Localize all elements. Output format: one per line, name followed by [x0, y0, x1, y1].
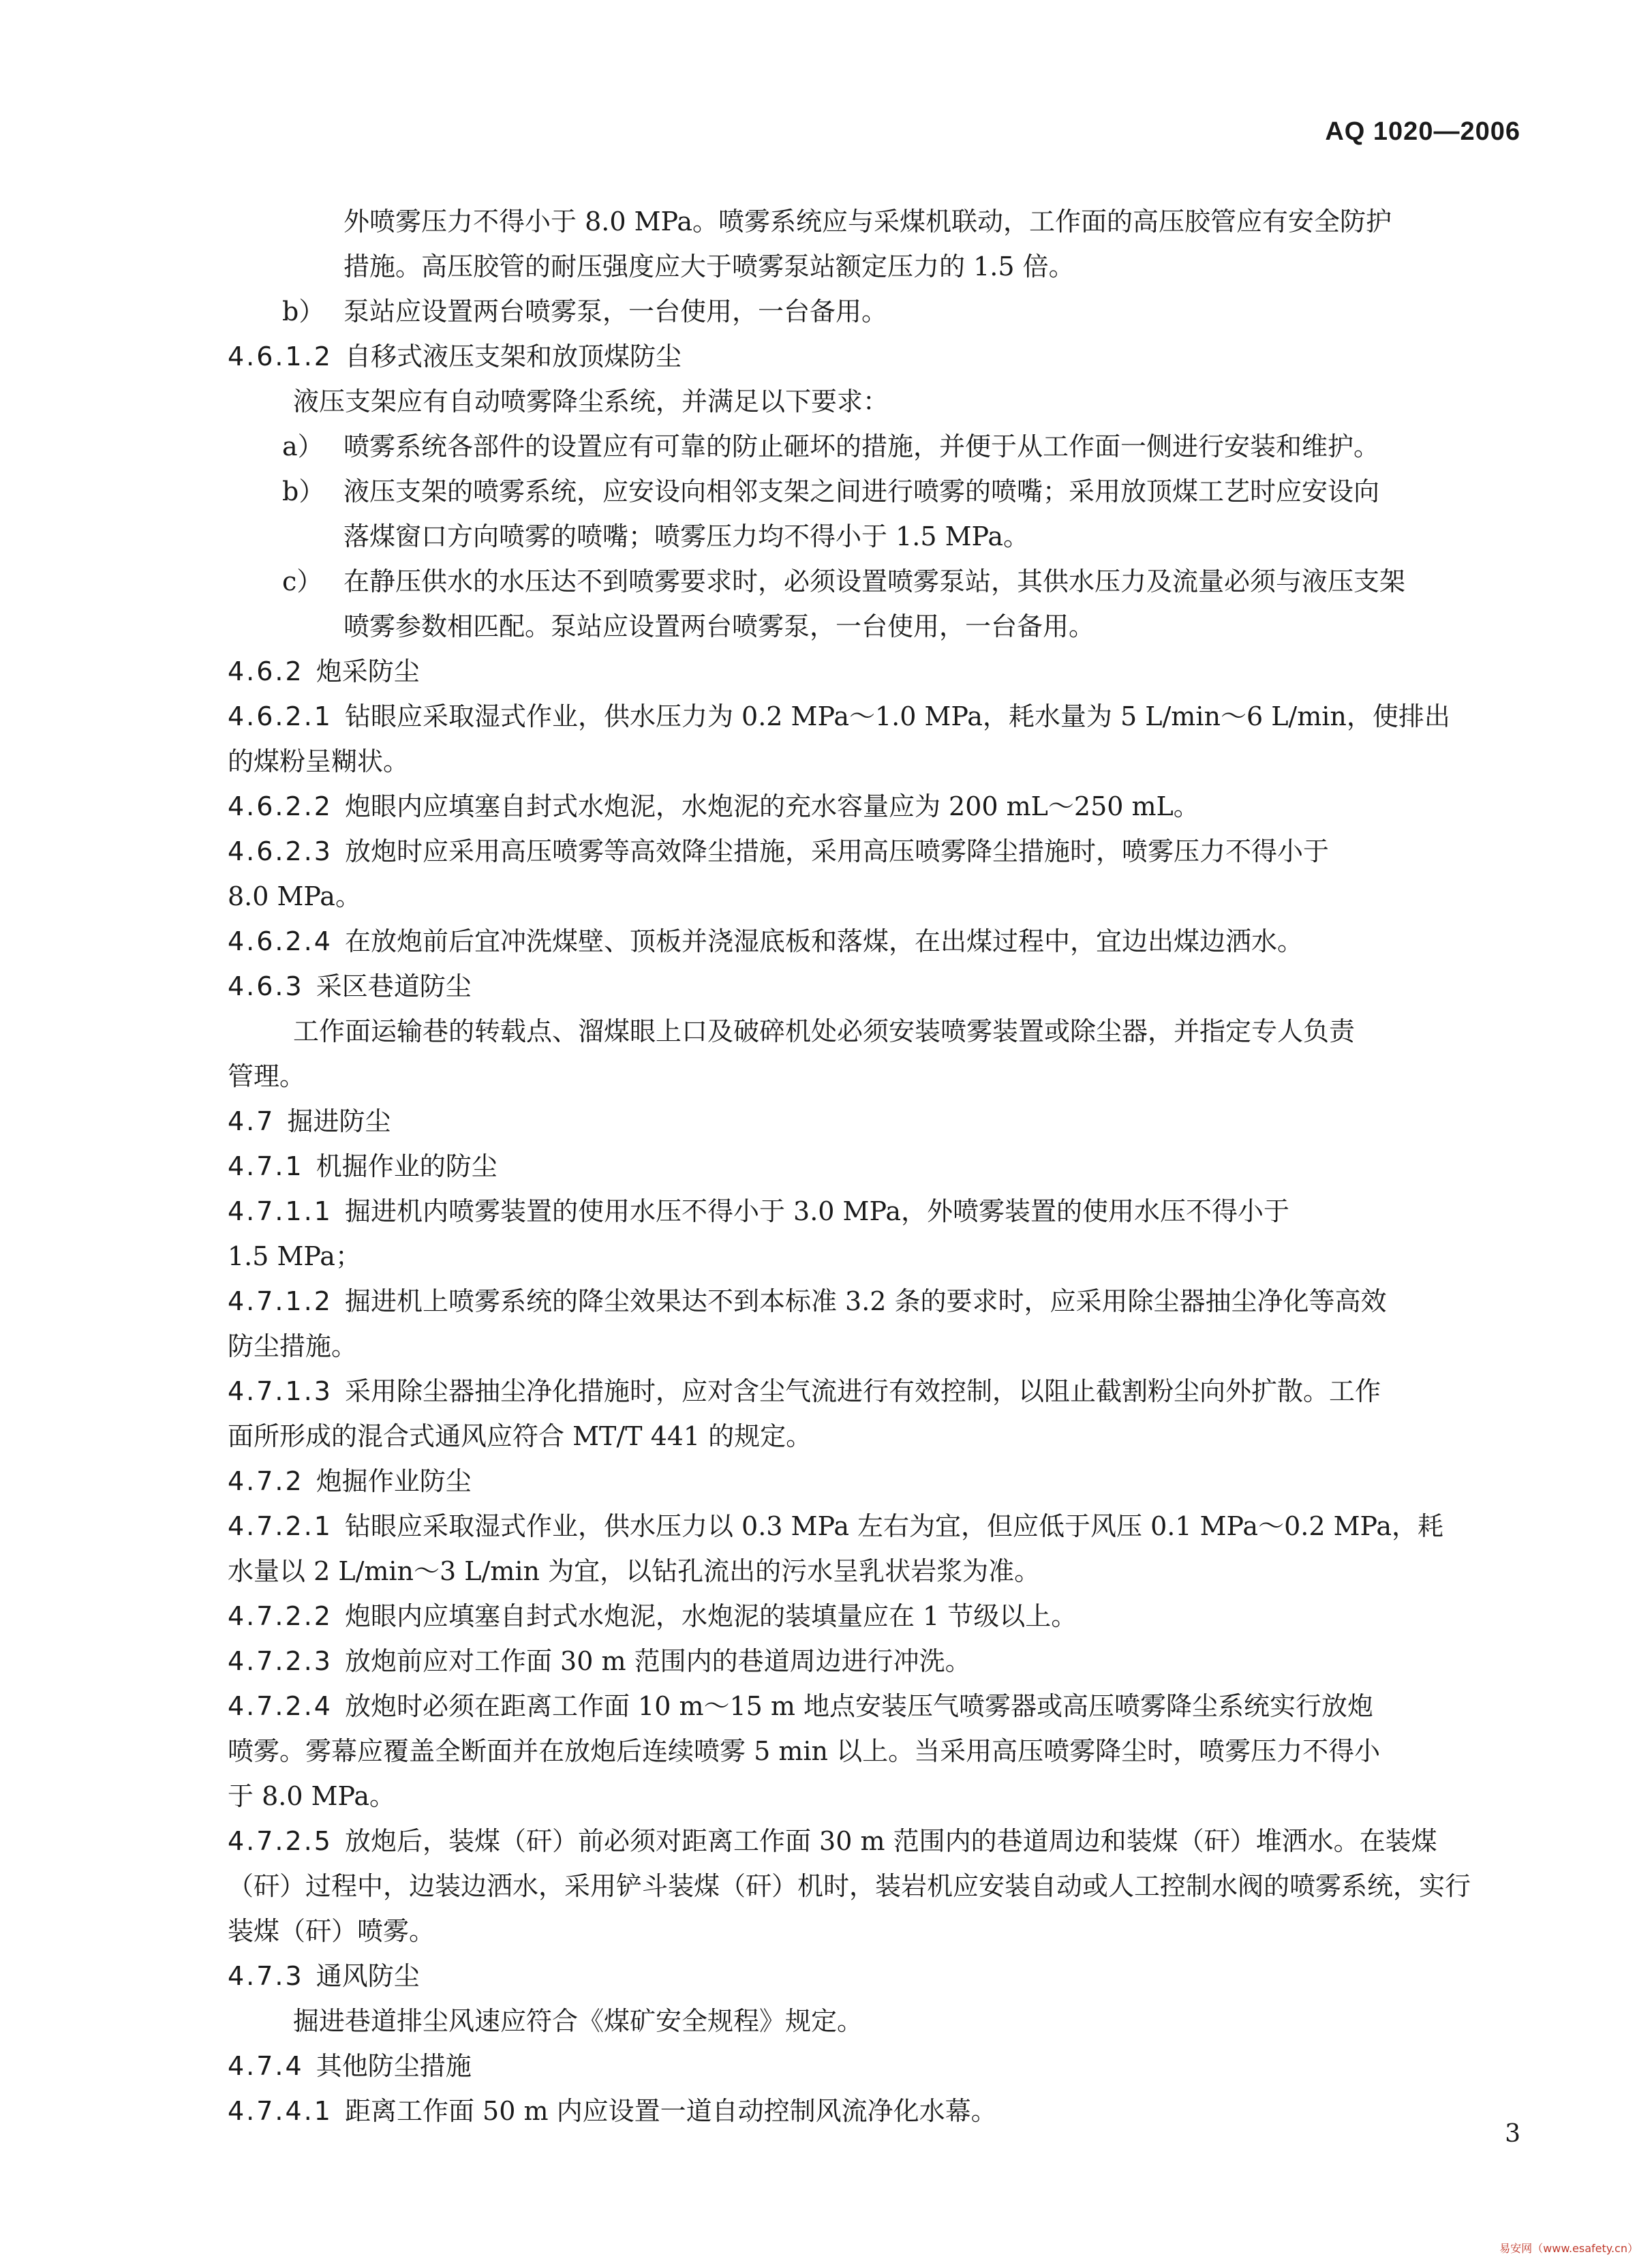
section-heading	[228, 1144, 1523, 1189]
list-label: b）	[282, 297, 325, 327]
clause-line	[228, 1504, 1523, 1549]
list-label: a）	[282, 431, 324, 461]
clause-number: 4.7.4.1	[228, 2096, 333, 2126]
clause-number: 4.7.2.2	[228, 1601, 333, 1631]
text-line: 的煤粉呈糊状。	[228, 746, 410, 776]
clause-line	[228, 1369, 1523, 1414]
list-text: 喷雾系统各部件的设置应有可靠的防止砸坏的措施，并便于从工作面一侧进行安装和维护。	[343, 431, 1380, 461]
section-number: 4.6.3	[228, 971, 304, 1001]
clause-line	[228, 1594, 1523, 1639]
clause-number: 4.6.2.1	[228, 701, 333, 731]
paragraph-line: 工作面运输巷的转载点、溜煤眼上口及破碎机处必须安装喷雾装置或除尘器，并指定专人负责	[293, 1016, 1356, 1046]
section-number: 4.6.1.2	[228, 342, 333, 371]
list-text: 泵站应设置两台喷雾泵，一台使用，一台备用。	[343, 297, 888, 327]
standard-id: AQ 1020—2006	[1325, 117, 1520, 146]
section-heading	[228, 1459, 1523, 1504]
site-watermark: 易安网（www.esafety.cn）	[1499, 2242, 1638, 2255]
clause-text: 采用除尘器抽尘净化措施时，应对含尘气流进行有效控制，以阻止截割粉尘向外扩散。工作	[344, 1376, 1381, 1406]
clause-line	[228, 1684, 1523, 1729]
paragraph-line: 液压支架应有自动喷雾降尘系统，并满足以下要求：	[293, 386, 889, 416]
clause-line	[228, 1819, 1523, 1864]
section-number: 4.6.2	[228, 656, 304, 686]
section-heading	[228, 1099, 1523, 1144]
section-heading	[228, 1954, 1523, 1999]
clause-number: 4.6.2.2	[228, 791, 333, 821]
clause-number: 4.7.1.2	[228, 1286, 333, 1316]
clause-text: 掘进机上喷雾系统的降尘效果达不到本标准 3.2 条的要求时，应采用除尘器抽尘净化等高效	[344, 1286, 1387, 1316]
clause-number: 4.7.2.3	[228, 1646, 333, 1676]
text-line: 喷雾。雾幕应覆盖全断面并在放炮后连续喷雾 5 min 以上。当采用高压喷雾降尘时，喷雾压力不得小	[228, 1736, 1381, 1766]
text-line: 喷雾参数相匹配。泵站应设置两台喷雾泵，一台使用，一台备用。	[343, 611, 1095, 641]
clause-number: 4.6.2.3	[228, 836, 333, 866]
clause-text: 钻眼应采取湿式作业，供水压力为 0.2 MPa～1.0 MPa，耗水量为 5 L/min～6 L/min，使排出	[344, 701, 1450, 731]
list-item	[228, 424, 1523, 469]
text-line: 1.5 MPa；	[228, 1241, 361, 1271]
section-number: 4.7	[228, 1106, 275, 1136]
clause-line	[228, 784, 1523, 829]
section-title: 自移式液压支架和放顶煤防尘	[344, 342, 682, 371]
section-title: 炮掘作业防尘	[316, 1466, 472, 1496]
text-line: 水量以 2 L/min～3 L/min 为宜，以钻孔流出的污水呈乳状岩浆为准。	[228, 1556, 1041, 1586]
list-text: 在静压供水的水压达不到喷雾要求时，必须设置喷雾泵站，其供水压力及流量必须与液压支架	[343, 566, 1406, 596]
clause-number: 4.7.2.5	[228, 1826, 333, 1856]
text-line: 管理。	[228, 1061, 306, 1091]
section-number: 4.7.1	[228, 1151, 304, 1181]
clause-text: 在放炮前后宜冲洗煤壁、顶板并浇湿底板和落煤，在出煤过程中，宜边出煤边洒水。	[344, 926, 1303, 956]
section-heading	[228, 964, 1523, 1009]
clause-text: 钻眼应采取湿式作业，供水压力以 0.3 MPa 左右为宜，但应低于风压 0.1 MPa～0.2 MPa，耗	[344, 1511, 1444, 1541]
clause-text: 放炮后，装煤（矸）前必须对距离工作面 30 m 范围内的巷道周边和装煤（矸）堆洒水。在装煤	[344, 1826, 1437, 1856]
clause-number: 4.7.2.4	[228, 1691, 333, 1721]
clause-line	[228, 1639, 1523, 1684]
text-line: 8.0 MPa。	[228, 881, 361, 911]
section-heading	[228, 649, 1523, 694]
section-number: 4.7.2	[228, 1466, 304, 1496]
clause-number: 4.7.1.1	[228, 1196, 333, 1226]
clause-line	[228, 1189, 1523, 1234]
section-title: 炮采防尘	[316, 656, 420, 686]
list-label: c）	[282, 566, 323, 596]
text-line: 防尘措施。	[228, 1331, 358, 1361]
text-line: 落煤窗口方向喷雾的喷嘴；喷雾压力均不得小于 1.5 MPa。	[343, 521, 1030, 551]
clause-line	[228, 694, 1523, 739]
clause-text: 放炮前应对工作面 30 m 范围内的巷道周边进行冲洗。	[344, 1646, 971, 1676]
clause-number: 4.6.2.4	[228, 926, 333, 956]
clause-line	[228, 829, 1523, 874]
section-number: 4.7.3	[228, 1961, 304, 1991]
section-heading	[228, 334, 1523, 379]
text-line: 于 8.0 MPa。	[228, 1781, 396, 1811]
document-body	[228, 199, 1523, 2134]
clause-text: 炮眼内应填塞自封式水炮泥，水炮泥的充水容量应为 200 mL～250 mL。	[344, 791, 1199, 821]
text-line: 装煤（矸）喷雾。	[228, 1916, 435, 1946]
list-text: 液压支架的喷雾系统，应安设向相邻支架之间进行喷雾的喷嘴；采用放顶煤工艺时应安设向	[343, 476, 1380, 506]
section-title: 掘进防尘	[287, 1106, 391, 1136]
clause-text: 放炮时必须在距离工作面 10 m～15 m 地点安装压气喷雾器或高压喷雾降尘系统实行放炮	[344, 1691, 1374, 1721]
clause-number: 4.7.1.3	[228, 1376, 333, 1406]
section-number: 4.7.4	[228, 2051, 304, 2081]
clause-text: 掘进机内喷雾装置的使用水压不得小于 3.0 MPa，外喷雾装置的使用水压不得小于	[344, 1196, 1289, 1226]
section-title: 其他防尘措施	[316, 2051, 472, 2081]
text-line: （矸）过程中，边装边洒水，采用铲斗装煤（矸）机时，装岩机应安装自动或人工控制水阀的喷雾系统，实行	[228, 1871, 1471, 1901]
clause-number: 4.7.2.1	[228, 1511, 333, 1541]
clause-text: 放炮时应采用高压喷雾等高效降尘措施，采用高压喷雾降尘措施时，喷雾压力不得小于	[344, 836, 1329, 866]
section-title: 通风防尘	[316, 1961, 420, 1991]
clause-text: 距离工作面 50 m 内应设置一道自动控制风流净化水幕。	[344, 2096, 997, 2126]
text-line: 措施。高压胶管的耐压强度应大于喷雾泵站额定压力的 1.5 倍。	[343, 252, 1075, 282]
clause-text: 炮眼内应填塞自封式水炮泥，水炮泥的装填量应在 1 节级以上。	[344, 1601, 1077, 1631]
page-number: 3	[1505, 2120, 1520, 2148]
text-line: 外喷雾压力不得小于 8.0 MPa。喷雾系统应与采煤机联动，工作面的高压胶管应有安全防护	[343, 207, 1392, 237]
section-heading	[228, 2044, 1523, 2089]
text-line: 面所形成的混合式通风应符合 MT/T 441 的规定。	[228, 1421, 812, 1451]
clause-line	[228, 1279, 1523, 1324]
list-item	[228, 559, 1523, 604]
list-label: b）	[282, 476, 325, 506]
clause-line	[228, 919, 1523, 964]
section-title: 采区巷道防尘	[316, 971, 472, 1001]
list-item	[228, 469, 1523, 514]
clause-line	[228, 2089, 1523, 2134]
paragraph-line: 掘进巷道排尘风速应符合《煤矿安全规程》规定。	[293, 2006, 863, 2036]
list-item	[228, 289, 1523, 334]
section-title: 机掘作业的防尘	[316, 1151, 498, 1181]
